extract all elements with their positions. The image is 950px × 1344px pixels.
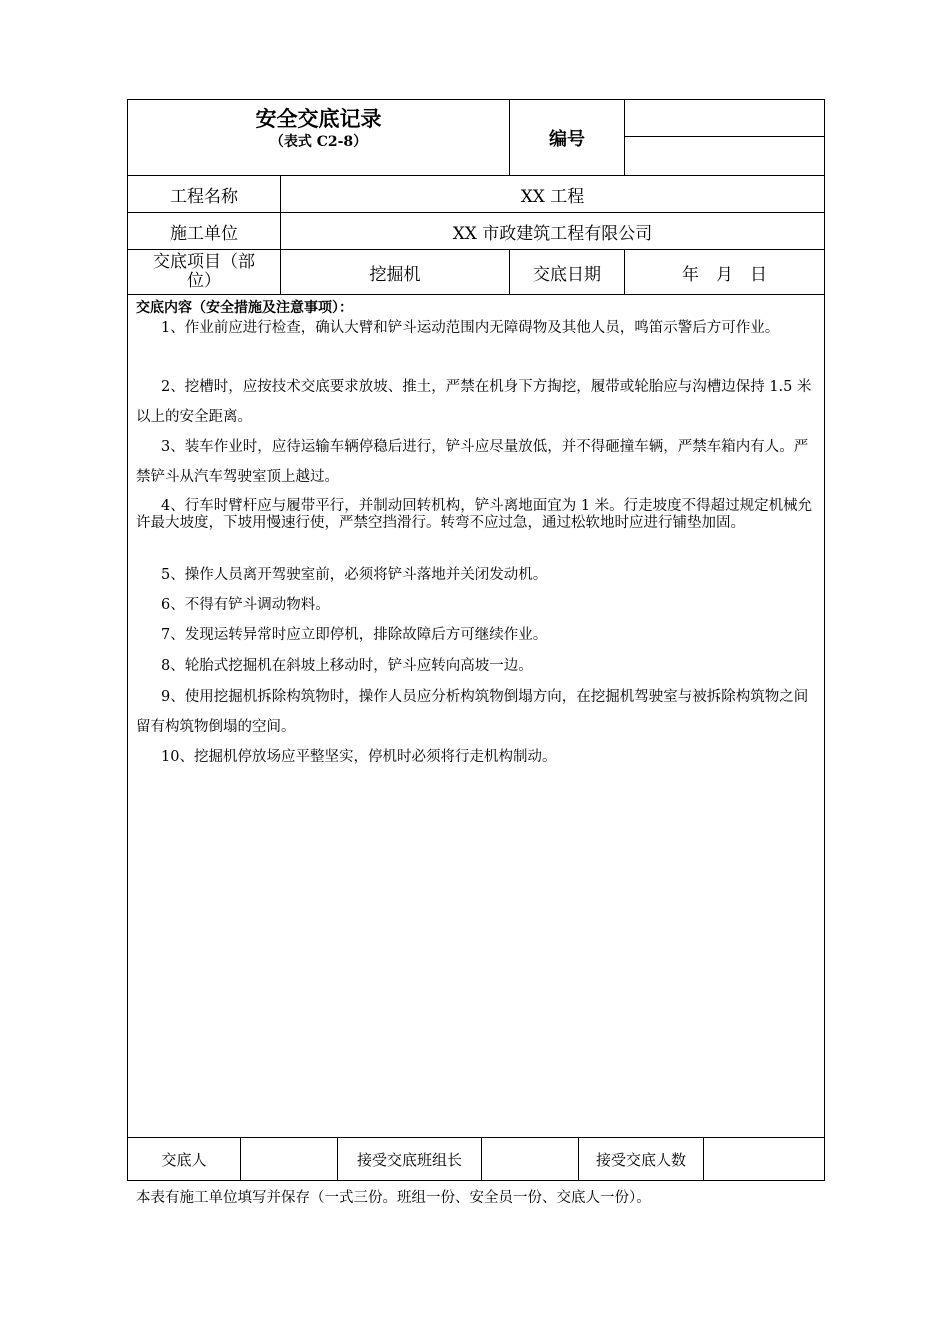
number-field-2[interactable] xyxy=(625,137,824,175)
presenter-field[interactable] xyxy=(241,1138,337,1181)
content-heading: 交底内容（安全措施及注意事项）： xyxy=(136,300,353,316)
form-code: （表式 C2-8） xyxy=(269,134,368,150)
content-item-3: 3、装车作业时，应待运输车辆停稳后进行，铲斗应尽量放低，并不得砸撞车辆，严禁车箱内有人。严禁铲斗从汽车驾驶室顶上越过。 xyxy=(136,439,809,485)
project-name-label: 工程名称 xyxy=(170,186,238,207)
document-title: 安全交底记录 xyxy=(255,106,382,131)
disclosure-item-label-line1: 交底项目（部 xyxy=(153,252,255,272)
presenter-label: 交底人 xyxy=(161,1151,207,1169)
content-item-9: 9、使用挖掘机拆除构筑物时，操作人员应分析构筑物倒塌方向，在挖掘机驾驶室与被拆除构筑物之间留有构筑物倒塌的空间。 xyxy=(136,689,809,735)
disclosure-date-value[interactable]: 年 月 日 xyxy=(682,264,767,285)
number-label: 编号 xyxy=(549,128,585,150)
disclosure-item-value[interactable]: 挖掘机 xyxy=(369,264,421,285)
team-leader-label: 接受交底班组长 xyxy=(356,1151,462,1169)
content-item-6: 6、不得有铲斗调动物料。 xyxy=(161,597,330,613)
content-item-1: 1、作业前应进行检查，确认大臂和铲斗运动范围内无障碍物及其他人员，鸣笛示警后方可作业。 xyxy=(161,320,780,336)
disclosure-item-label-line2: 位） xyxy=(187,271,221,291)
number-field-1[interactable] xyxy=(625,100,824,136)
grid-line xyxy=(127,294,825,295)
disclosure-date-label: 交底日期 xyxy=(533,264,601,285)
content-item-2: 2、挖槽时，应按技术交底要求放坡、推土，严禁在机身下方掏挖，履带或轮胎应与沟槽边保持 1.5 米以上的安全距离。 xyxy=(136,379,812,425)
recipient-count-field[interactable] xyxy=(704,1138,824,1181)
content-item-7: 7、发现运转异常时应立即停机，排除故障后方可继续作业。 xyxy=(161,627,548,643)
project-name-value[interactable]: XX 工程 xyxy=(520,186,585,207)
footer-note: 本表有施工单位填写并保存（一式三份。班组一份、安全员一份、交底人一份）。 xyxy=(136,1190,651,1206)
construction-unit-label: 施工单位 xyxy=(170,223,238,244)
content-item-10: 10、挖掘机停放场应平整坚实，停机时必须将行走机构制动。 xyxy=(161,749,557,765)
recipient-count-label: 接受交底人数 xyxy=(595,1151,686,1169)
construction-unit-value[interactable]: XX 市政建筑工程有限公司 xyxy=(452,223,653,244)
content-item-4: 4、行车时臂杆应与履带平行，并制动回转机构，铲斗离地面宜为 1 米。行走坡度不得超过规定机械允许最大坡度，下坡用慢速行使，严禁空挡滑行。转弯不应过急，通过松软地时应进行铺垫加固。 xyxy=(136,498,813,531)
content-item-5: 5、操作人员离开驾驶室前，必须将铲斗落地并关闭发动机。 xyxy=(161,567,548,583)
content-item-8: 8、轮胎式挖掘机在斜坡上移动时，铲斗应转向高坡一边。 xyxy=(161,658,533,674)
disclosure-item-label xyxy=(128,250,280,294)
team-leader-field[interactable] xyxy=(482,1138,578,1181)
